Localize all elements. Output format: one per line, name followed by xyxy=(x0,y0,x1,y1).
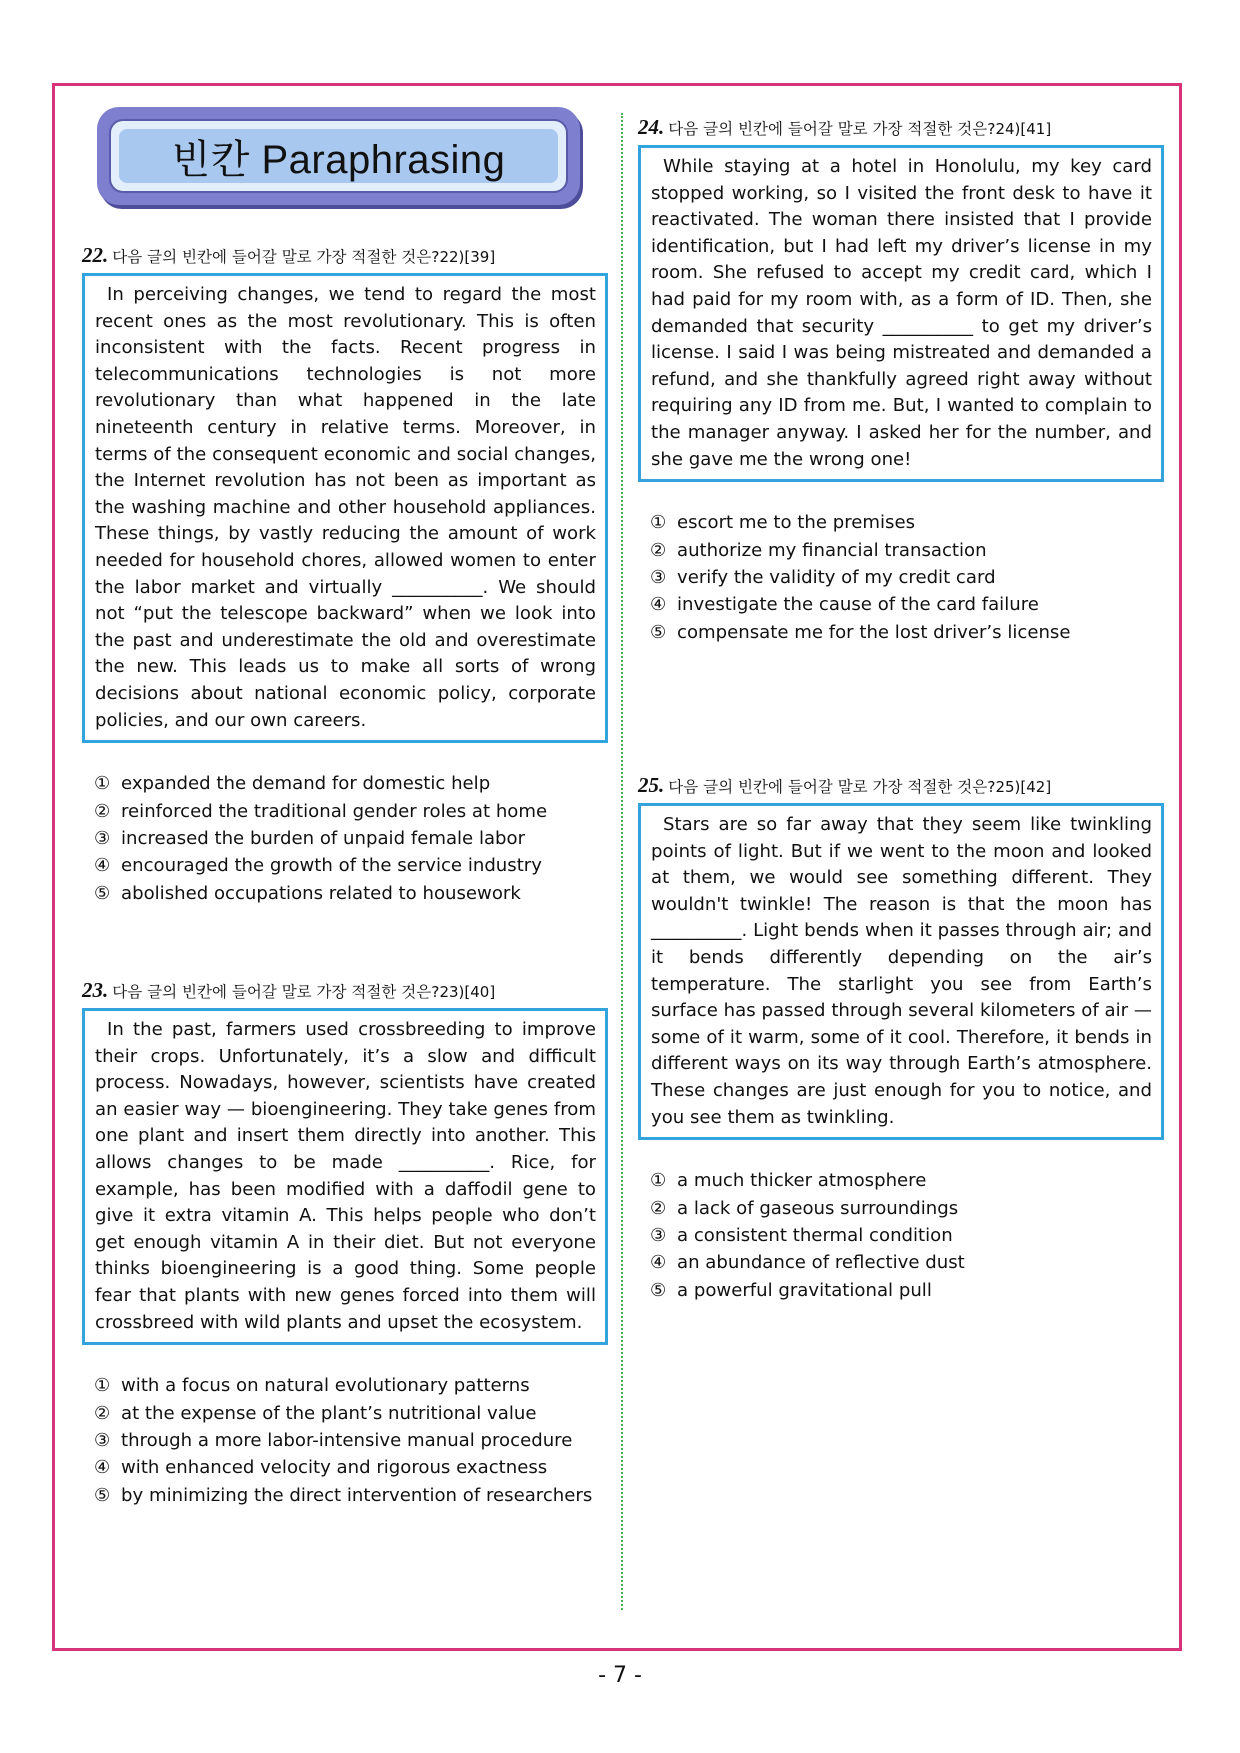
choice-text: a powerful gravitational pull xyxy=(677,1279,932,1301)
question-22 xyxy=(82,245,608,907)
choice-1[interactable] xyxy=(94,770,608,797)
choice-4[interactable] xyxy=(650,591,1164,618)
choice-1[interactable] xyxy=(94,1372,608,1399)
choice-5[interactable] xyxy=(94,880,608,907)
choice-marker: ③ xyxy=(650,566,667,588)
choice-text: a much thicker atmosphere xyxy=(677,1170,927,1192)
passage-box: In the past, farmers used crossbreeding to improve their crops. Unfortunately, it’s a slow and difficult process. Nowadays, however, scientists have created an easier way — bioengineering. They take genes from one plant and insert them directly into another. This allows changes to be made __________. Rice, for example, has been modified with a daffodil gene to give it extra vitamin A. This helps people who don’t get enough vitamin A in their diet. But not everyone thinks bioengineering is a good thing. Some people fear that plants with new genes forced into them will crossbreed with wild plants and upset the ecosystem. xyxy=(82,1008,608,1345)
choice-marker: ⑤ xyxy=(94,1484,111,1506)
choice-text: investigate the cause of the card failure xyxy=(677,594,1039,616)
question-25 xyxy=(638,775,1164,1304)
question-source: 25)[42] xyxy=(995,778,1052,796)
choice-1[interactable] xyxy=(650,1167,1164,1194)
choice-2[interactable] xyxy=(650,1195,1164,1222)
choice-marker: ② xyxy=(650,539,667,561)
question-prompt: 다음 글의 빈칸에 들어갈 말로 가장 적절한 것은? xyxy=(668,778,996,796)
choice-marker: ④ xyxy=(94,855,111,877)
column-divider xyxy=(621,113,623,1610)
question-23 xyxy=(82,980,608,1509)
choice-list xyxy=(638,1167,1164,1304)
choice-marker: ③ xyxy=(94,1429,111,1451)
section-title: 빈칸 Paraphrasing xyxy=(171,137,506,182)
choice-marker: ① xyxy=(650,1170,667,1192)
choice-text: by minimizing the direct intervention of researchers xyxy=(121,1484,593,1506)
choice-marker: ⑤ xyxy=(94,882,111,904)
choice-4[interactable] xyxy=(94,852,608,879)
question-header xyxy=(82,980,608,1002)
choice-text: a lack of gaseous surroundings xyxy=(677,1197,959,1219)
choice-3[interactable] xyxy=(94,1427,608,1454)
choice-text: abolished occupations related to housework xyxy=(121,882,521,904)
choice-text: a consistent thermal condition xyxy=(677,1224,953,1246)
choice-marker: ④ xyxy=(650,1252,667,1274)
choice-marker: ③ xyxy=(94,827,111,849)
choice-text: verify the validity of my credit card xyxy=(677,566,996,588)
question-number: 22. xyxy=(82,243,109,267)
choice-text: expanded the demand for domestic help xyxy=(121,773,491,795)
choice-text: increased the burden of unpaid female labor xyxy=(121,827,526,849)
question-number: 23. xyxy=(82,978,109,1002)
choice-marker: ⑤ xyxy=(650,621,667,643)
choice-text: through a more labor-intensive manual procedure xyxy=(121,1429,573,1451)
choice-marker: ④ xyxy=(650,594,667,616)
passage-box: In perceiving changes, we tend to regard the most recent ones as the most revolutionary. This is often inconsistent with the facts. Recent progress in telecommunications technologies is not more revolutionary than what happened in the late nineteenth century in relative terms. Moreover, in terms of the consequent economic and social changes, the Internet revolution has not been as important as the washing machine and other household appliances. These things, by vastly reducing the amount of work needed for household chores, allowed women to enter the labor market and virtually __________. We should not “put the telescope backward” when we look into the past and underestimate the old and overestimate the new. This leads us to make all sorts of wrong decisions about national economic policy, corporate policies, and our own careers. xyxy=(82,273,608,743)
question-source: 24)[41] xyxy=(995,120,1052,138)
choice-4[interactable] xyxy=(650,1249,1164,1276)
choice-marker: ① xyxy=(94,1375,111,1397)
question-header xyxy=(638,117,1164,139)
choice-3[interactable] xyxy=(650,564,1164,591)
page-number: - 7 - xyxy=(598,1663,642,1688)
question-prompt: 다음 글의 빈칸에 들어갈 말로 가장 적절한 것은? xyxy=(112,248,440,266)
passage-box: Stars are so far away that they seem like twinkling points of light. But if we went to the moon and looked at them, we would see something different. They wouldn't twinkle! The reason is that the moon has __________. Light bends when it passes through air; and it bends differently depending on the air’s temperature. The starlight you see from Earth’s surface has passed through several kilometers of air — some of it warm, some of it cool. Therefore, it bends in different ways on its way through Earth’s atmosphere. These changes are just enough for you to notice, and you see them as twinkling. xyxy=(638,803,1164,1140)
choice-text: escort me to the premises xyxy=(677,512,916,534)
choice-marker: ⑤ xyxy=(650,1279,667,1301)
choice-3[interactable] xyxy=(94,825,608,852)
choice-5[interactable] xyxy=(650,1277,1164,1304)
choice-marker: ① xyxy=(94,773,111,795)
question-header xyxy=(638,775,1164,797)
choice-marker: ② xyxy=(650,1197,667,1219)
choice-marker: ② xyxy=(94,800,111,822)
choice-marker: ② xyxy=(94,1402,111,1424)
question-prompt: 다음 글의 빈칸에 들어갈 말로 가장 적절한 것은? xyxy=(112,983,440,1001)
passage-box: While staying at a hotel in Honolulu, my key card stopped working, so I visited the front desk to have it reactivated. The woman there insisted that I provide identification, but I had left my driver’s license in my room. She refused to accept my credit card, which I had paid for my room with, as a form of ID. Then, she demanded that security __________ to get my driver’s license. I said I was being mistreated and demanded a refund, and she thankfully agreed right away without requiring any ID from me. But, I wanted to complain to the manager anyway. I asked her for the number, and she gave me the wrong one! xyxy=(638,145,1164,482)
choice-text: with a focus on natural evolutionary patterns xyxy=(121,1375,530,1397)
choice-text: reinforced the traditional gender roles at home xyxy=(121,800,548,822)
choice-marker: ④ xyxy=(94,1457,111,1479)
question-prompt: 다음 글의 빈칸에 들어갈 말로 가장 적절한 것은? xyxy=(668,120,996,138)
choice-3[interactable] xyxy=(650,1222,1164,1249)
choice-text: authorize my financial transaction xyxy=(677,539,987,561)
choice-marker: ③ xyxy=(650,1224,667,1246)
question-source: 23)[40] xyxy=(439,983,496,1001)
choice-text: an abundance of reflective dust xyxy=(677,1252,965,1274)
choice-text: at the expense of the plant’s nutritional value xyxy=(121,1402,537,1424)
choice-5[interactable] xyxy=(94,1482,608,1509)
choice-5[interactable] xyxy=(650,619,1164,646)
question-source: 22)[39] xyxy=(439,248,496,266)
choice-2[interactable] xyxy=(650,537,1164,564)
choice-2[interactable] xyxy=(94,1400,608,1427)
choice-list xyxy=(82,1372,608,1509)
choice-2[interactable] xyxy=(94,798,608,825)
choice-1[interactable] xyxy=(650,509,1164,536)
choice-list xyxy=(82,770,608,907)
choice-marker: ① xyxy=(650,512,667,534)
question-number: 24. xyxy=(638,115,665,139)
question-number: 25. xyxy=(638,773,665,797)
choice-4[interactable] xyxy=(94,1454,608,1481)
choice-text: compensate me for the lost driver’s license xyxy=(677,621,1071,643)
choice-list xyxy=(638,509,1164,646)
choice-text: with enhanced velocity and rigorous exactness xyxy=(121,1457,548,1479)
section-title-badge xyxy=(97,107,580,205)
choice-text: encouraged the growth of the service industry xyxy=(121,855,542,877)
question-24 xyxy=(638,117,1164,646)
question-header xyxy=(82,245,608,267)
